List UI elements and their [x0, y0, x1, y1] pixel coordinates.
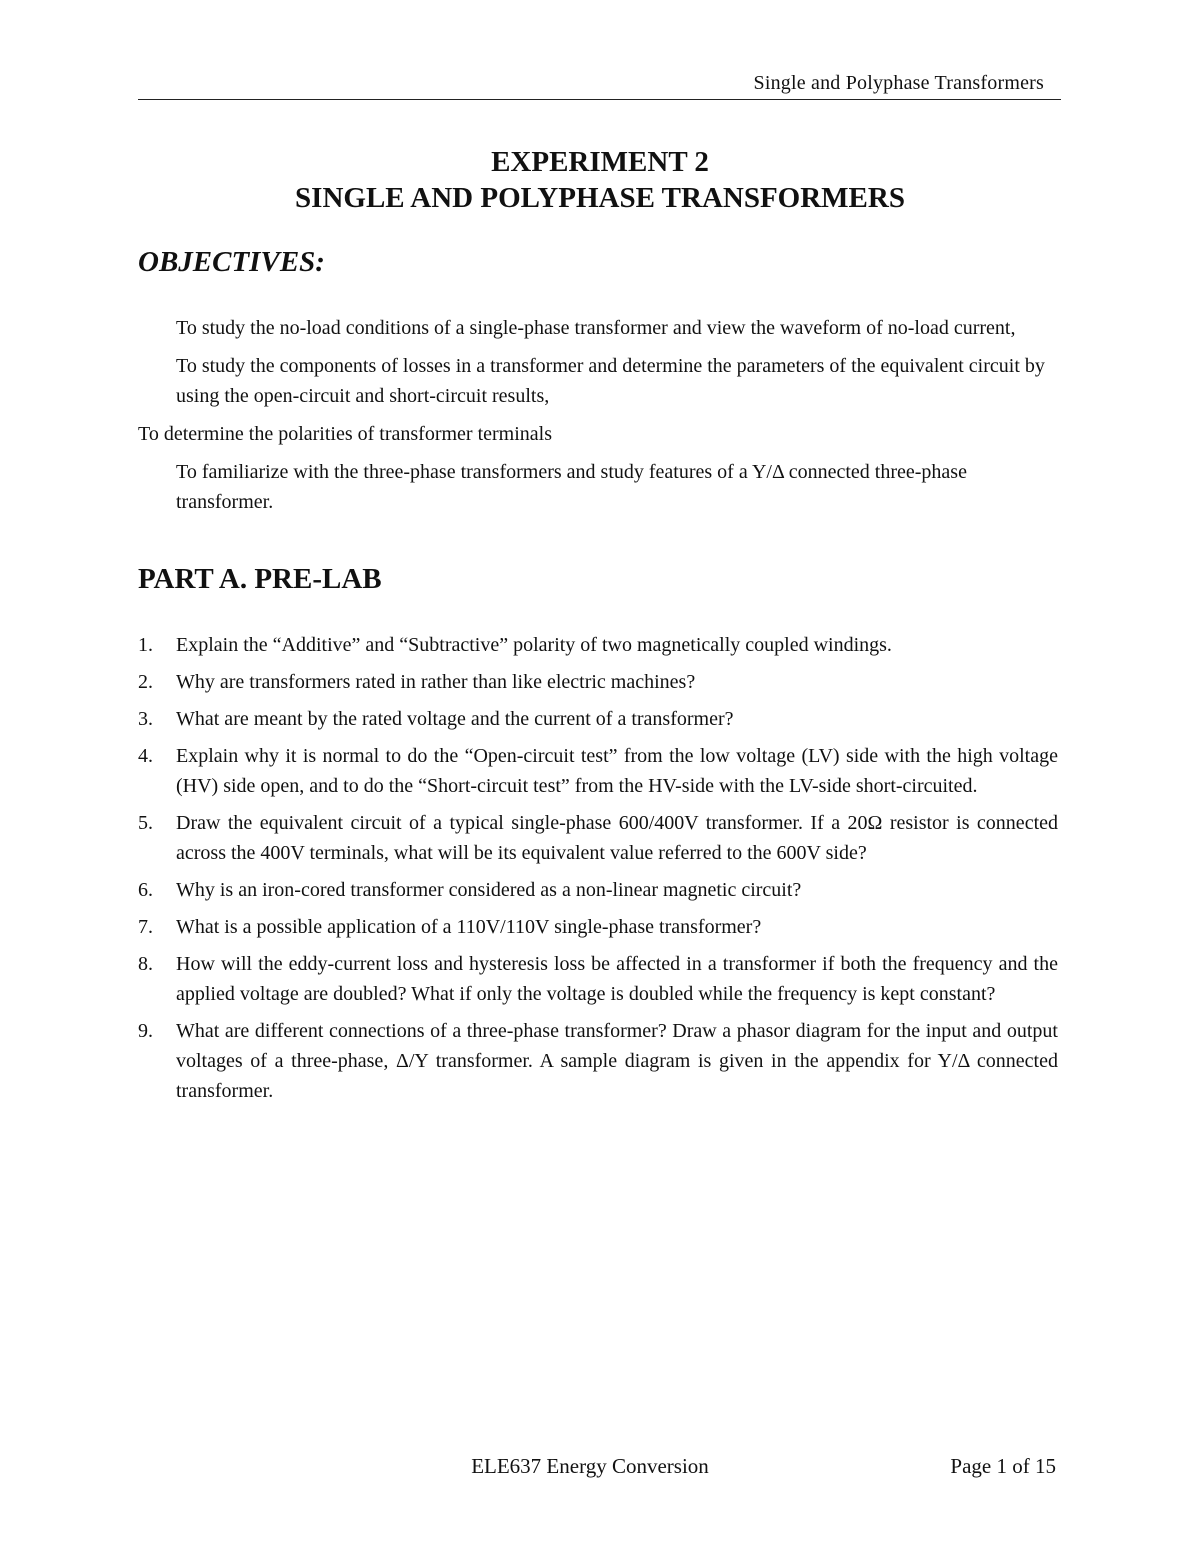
- prelab-question: [138, 1016, 1058, 1106]
- question-text: Draw the equivalent circuit of a typical single-phase 600/400V transformer. If a 20Ω resistor is connected across the 400V terminals, what will be its equivalent value referred to the 600V side?: [176, 812, 1058, 864]
- objective-item: To determine the polarities of transformer terminals: [138, 423, 553, 445]
- objective-item: To familiarize with the three-phase transformers and study features of a Y/Δ connected three-phase transformer.: [176, 461, 967, 513]
- header-rule: [138, 99, 1061, 100]
- prelab-question: [138, 704, 1058, 734]
- title-line-subject: SINGLE AND POLYPHASE TRANSFORMERS: [295, 182, 905, 214]
- question-text: Why are transformers rated in rather than like electric machines?: [176, 671, 696, 693]
- objectives-heading: OBJECTIVES:: [138, 246, 325, 278]
- title-line-experiment: EXPERIMENT 2: [491, 146, 709, 178]
- question-number: 4.: [138, 745, 153, 767]
- prelab-question: [138, 667, 1058, 697]
- footer-course: ELE637 Energy Conversion: [471, 1454, 709, 1478]
- question-text: Why is an iron-cored transformer considered as a non-linear magnetic circuit?: [176, 879, 802, 901]
- question-text: What is a possible application of a 110V/110V single-phase transformer?: [176, 916, 762, 938]
- prelab-question: [138, 912, 1058, 942]
- question-text: How will the eddy-current loss and hysteresis loss be affected in a transformer if both the frequency and the applied voltage are doubled? What if only the voltage is doubled while the frequency is kept constant?: [176, 953, 1058, 1005]
- question-number: 5.: [138, 812, 153, 834]
- document-title: [0, 144, 1200, 216]
- running-header-title: Single and Polyphase Transformers: [753, 72, 1044, 94]
- question-number: 7.: [138, 916, 153, 938]
- objective-item: To study the no-load conditions of a single-phase transformer and view the waveform of no-load current,: [176, 317, 1016, 339]
- question-number: 8.: [138, 953, 153, 975]
- prelab-question: [138, 949, 1058, 1009]
- question-text: What are meant by the rated voltage and the current of a transformer?: [176, 708, 734, 730]
- prelab-question: [138, 630, 1058, 660]
- prelab-question: [138, 875, 1058, 905]
- prelab-questions: [138, 630, 1058, 1113]
- question-text: Explain the “Additive” and “Subtractive” polarity of two magnetically coupled windings.: [176, 634, 892, 656]
- question-number: 9.: [138, 1020, 153, 1042]
- question-text: What are different connections of a three-phase transformer? Draw a phasor diagram for the input and output voltages of a three-phase, Δ/Y transformer. A sample diagram is given in the appendix for Y/Δ connected transformer.: [176, 1020, 1058, 1102]
- prelab-heading: PART A. PRE-LAB: [138, 563, 382, 595]
- question-number: 1.: [138, 634, 153, 656]
- question-number: 6.: [138, 879, 153, 901]
- prelab-question: [138, 741, 1058, 801]
- question-text: Explain why it is normal to do the “Open-circuit test” from the low voltage (LV) side with the high voltage (HV) side open, and to do the “Short-circuit test” from the HV-side with the LV-side short-circuited.: [176, 745, 1058, 797]
- question-number: 3.: [138, 708, 153, 730]
- objectives-list: [138, 313, 1058, 525]
- footer-page-number: Page 1 of 15: [950, 1454, 1056, 1478]
- question-number: 2.: [138, 671, 153, 693]
- prelab-question: [138, 808, 1058, 868]
- objective-item: To study the components of losses in a transformer and determine the parameters of the equivalent circuit by using the open-circuit and short-circuit results,: [176, 355, 1045, 407]
